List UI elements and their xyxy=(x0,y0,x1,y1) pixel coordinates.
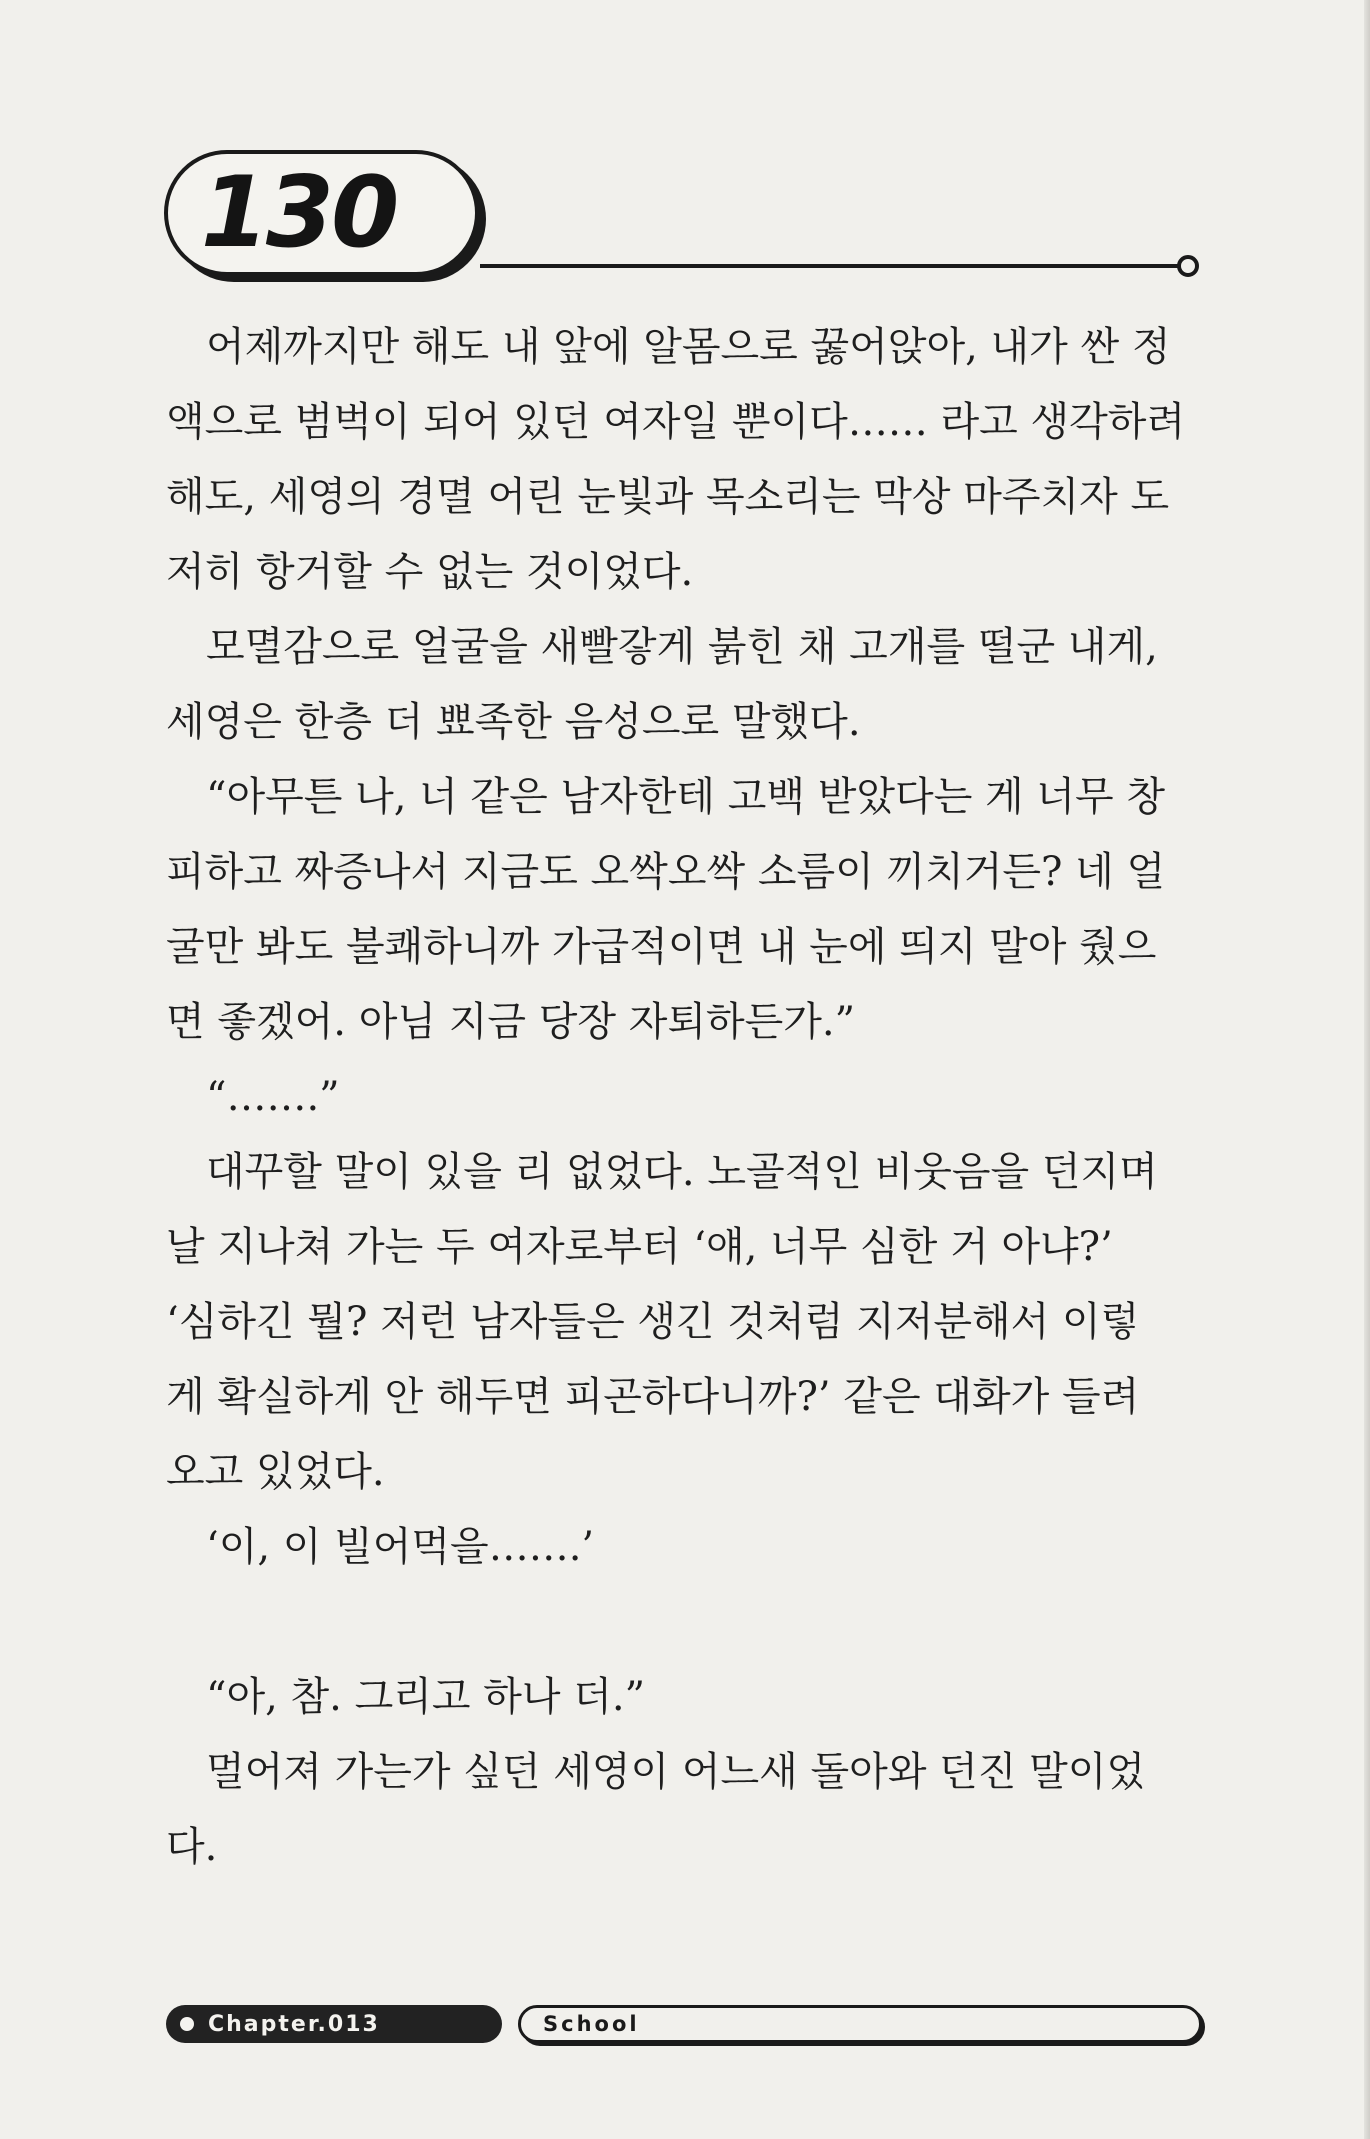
text-line: 어제까지만 해도 내 앞에 알몸으로 꿇어앉아, 내가 싼 정 xyxy=(206,324,1171,370)
footer-title-tab xyxy=(518,2005,1202,2043)
text-line: “…….” xyxy=(206,1074,340,1120)
page-number-badge xyxy=(164,150,479,276)
page-number: 130 xyxy=(200,156,397,270)
text-line: “아무튼 나, 너 같은 남자한테 고백 받았다는 게 너무 창 xyxy=(206,774,1166,820)
footer-chapter-tab xyxy=(166,2005,502,2043)
footer-title-label: School xyxy=(543,2012,640,2036)
text-line: 액으로 범벅이 되어 있던 여자일 뿐이다…… 라고 생각하려 xyxy=(166,399,1186,445)
text-line: 면 좋겠어. 아님 지금 당장 자퇴하든가.” xyxy=(166,999,856,1045)
footer-chapter-label: Chapter.013 xyxy=(208,2011,380,2037)
text-line: 세영은 한층 더 뾰족한 음성으로 말했다. xyxy=(166,699,861,745)
text-line: “아, 참. 그리고 하나 더.” xyxy=(206,1674,646,1720)
bullet-icon xyxy=(180,2017,194,2031)
text-line: 모멸감으로 얼굴을 새빨갛게 붉힌 채 고개를 떨군 내게, xyxy=(206,624,1158,670)
page-edge xyxy=(1364,0,1370,2139)
text-line: ‘이, 이 빌어먹을…….’ xyxy=(206,1524,595,1570)
text-line: 오고 있었다. xyxy=(166,1449,385,1495)
text-line: 해도, 세영의 경멸 어린 눈빛과 목소리는 막상 마주치자 도 xyxy=(166,474,1170,520)
text-line: 대꾸할 말이 있을 리 없었다. 노골적인 비웃음을 던지며 xyxy=(206,1149,1158,1195)
text-line: 게 확실하게 안 해두면 피곤하다니까?’ 같은 대화가 들려 xyxy=(166,1374,1140,1420)
text-line: 피하고 짜증나서 지금도 오싹오싹 소름이 끼치거든? 네 얼 xyxy=(166,849,1166,895)
header-rule xyxy=(480,264,1185,268)
text-line: 굴만 봐도 불쾌하니까 가급적이면 내 눈에 띄지 말아 줬으 xyxy=(166,924,1157,970)
text-line: 저히 항거할 수 없는 것이었다. xyxy=(166,549,694,595)
text-line: 날 지나쳐 가는 두 여자로부터 ‘얘, 너무 심한 거 아냐?’ xyxy=(166,1224,1113,1270)
text-line: ‘심하긴 뭘? 저런 남자들은 생긴 것처럼 지저분해서 이렇 xyxy=(166,1299,1140,1345)
blank-line xyxy=(166,1585,1206,1660)
header-rule-end-dot xyxy=(1177,255,1199,277)
body-text xyxy=(166,310,1206,1885)
text-line: 다. xyxy=(166,1824,218,1870)
text-line: 멀어져 가는가 싶던 세영이 어느새 돌아와 던진 말이었 xyxy=(206,1749,1146,1795)
